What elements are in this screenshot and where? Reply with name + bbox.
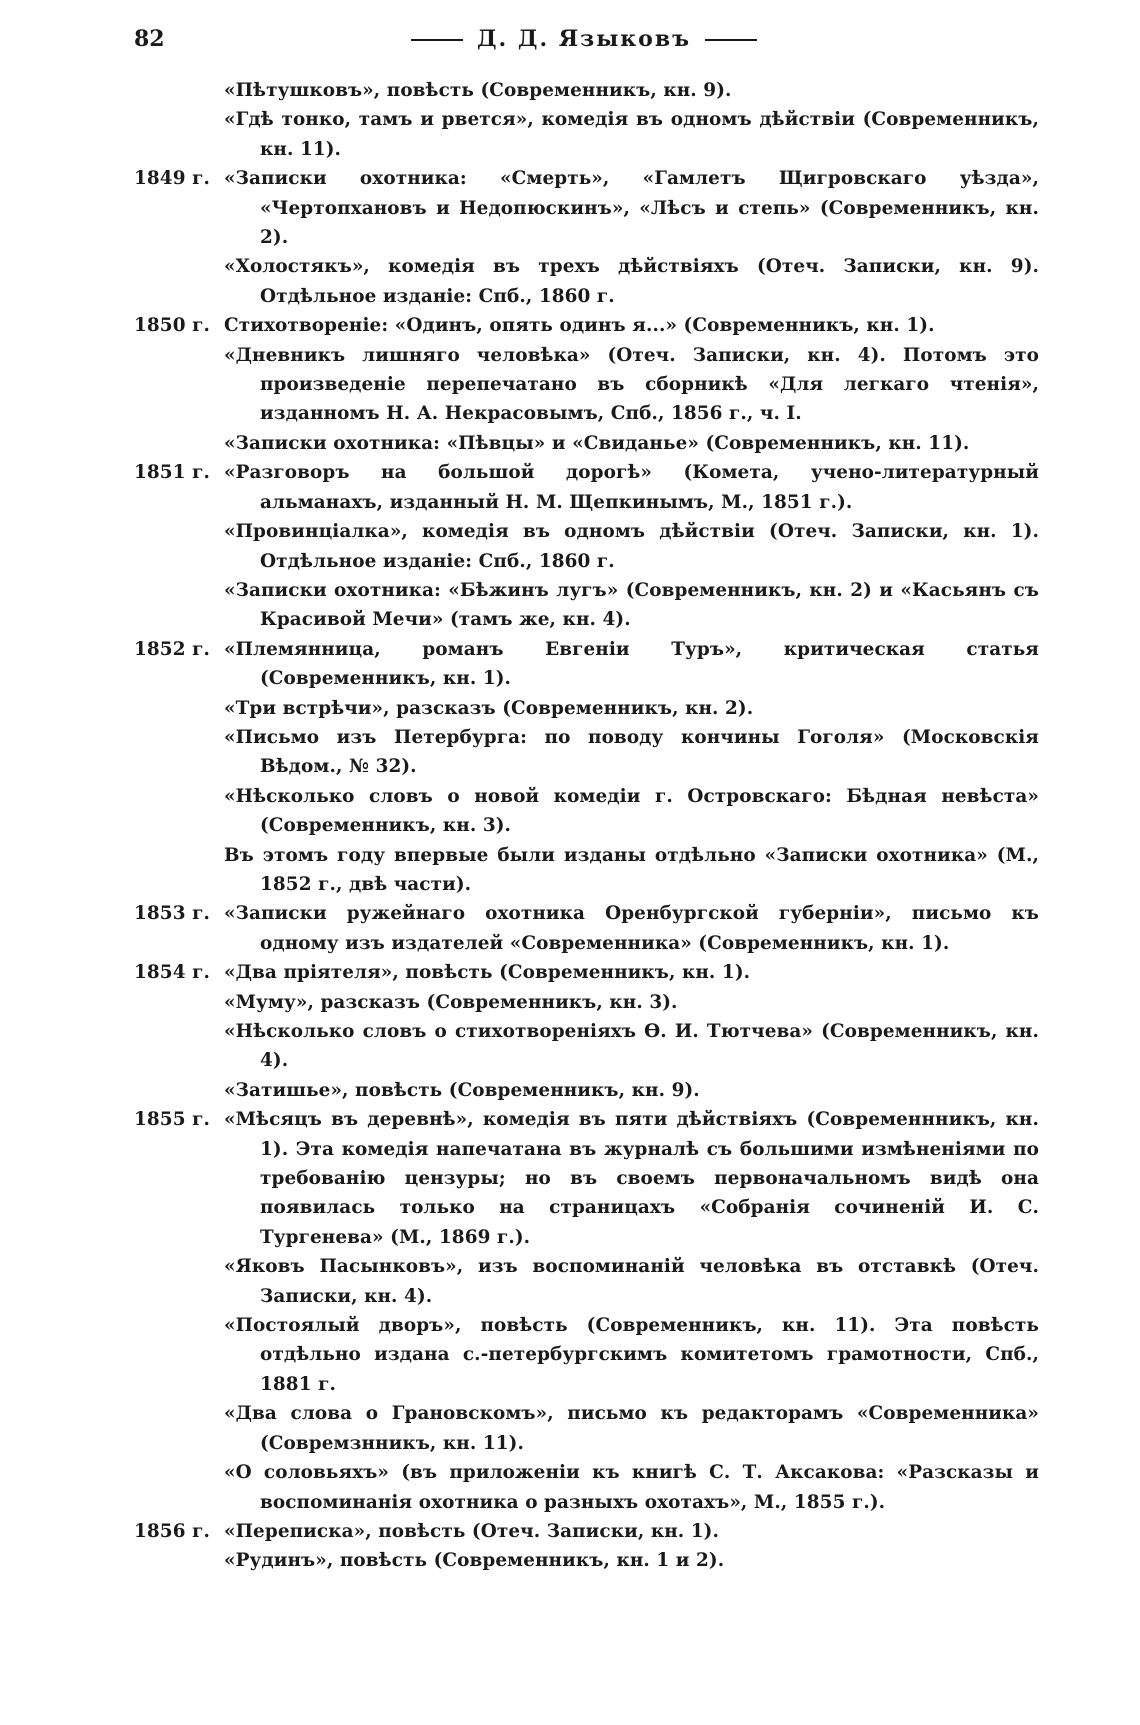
entry-year: 1853 г. (134, 903, 210, 925)
running-title-text: Д. Д. Языковъ (477, 26, 691, 52)
bibliography-entry (134, 1399, 1039, 1458)
entry-year: 1855 г. (134, 1109, 210, 1131)
bibliography-entry (134, 958, 1039, 987)
bibliography-entry (134, 252, 1039, 311)
bibliography-entry (134, 311, 1039, 340)
entry-year: 1852 г. (134, 638, 210, 660)
bibliography-list (134, 76, 1039, 1576)
bibliography-entry (134, 694, 1039, 723)
bibliography-entry (134, 164, 1039, 252)
entry-text: «Провинціалка», комедія въ одномъ дѣйствіи (Отеч. Записки, кн. 1). Отдѣльное изданіе: Спб., 1860 г. (224, 521, 1039, 572)
entry-text: «Племянница, романъ Евгеніи Туръ», критическая статья (Современникъ, кн. 1). (224, 638, 1039, 690)
bibliography-entry (134, 1517, 1039, 1546)
bibliography-entry (134, 341, 1039, 429)
bibliography-entry (134, 1311, 1039, 1399)
entry-text: «Разговоръ на большой дорогѣ» (Комета, учено-литературный альманахъ, изданный Н. М. Щепкинымъ, М., 1851 г.). (224, 462, 1039, 513)
bibliography-entry (134, 576, 1039, 635)
page-number: 82 (134, 26, 165, 52)
bibliography-entry (134, 723, 1039, 782)
entry-text: «Рудинъ», повѣсть (Современникъ, кн. 1 и 2). (224, 1550, 725, 1572)
entry-text: «Затишье», повѣсть (Современникъ, кн. 9). (224, 1079, 700, 1101)
bibliography-entry (134, 105, 1039, 164)
entry-text: «Пѣтушковъ», повѣсть (Современникъ, кн. 9). (224, 80, 732, 101)
entry-text: «Яковъ Пасынковъ», изъ воспоминаній человѣка въ отставкѣ (Отеч. Записки, кн. 4). (224, 1256, 1039, 1307)
entry-text: «Нѣсколько словъ о новой комедіи г. Островскаго: Бѣдная невѣста» (Современникъ, кн. 3). (224, 785, 1039, 837)
entry-text: «Муму», разсказъ (Современникъ, кн. 3). (224, 991, 678, 1013)
entry-text: «Постоялый дворъ», повѣсть (Современникъ, кн. 11). Эта повѣсть отдѣльно издана с.-петербургскимъ комитетомъ грамотности, Спб., 1881 г. (224, 1315, 1039, 1395)
bibliography-entry (134, 429, 1039, 458)
entry-year: 1850 г. (134, 315, 210, 337)
entry-text: «Записки охотника: «Пѣвцы» и «Свиданье» (Современникъ, кн. 11). (224, 432, 970, 454)
entry-text: «Холостякъ», комедія въ трехъ дѣйствіяхъ (Отеч. Записки, кн. 9). Отдѣльное изданіе: Спб., 1860 г. (224, 256, 1039, 307)
bibliography-entry (134, 1458, 1039, 1517)
bibliography-entry (134, 899, 1039, 958)
entry-text: Въ этомъ году впервые были изданы отдѣльно «Записки охотника» (М., 1852 г., двѣ части). (224, 844, 1039, 895)
running-title (134, 26, 1034, 52)
bibliography-entry (134, 1546, 1039, 1575)
bibliography-entry (134, 635, 1039, 694)
entry-text: «Гдѣ тонко, тамъ и рвется», комедія въ одномъ дѣйствіи (Современникъ, кн. 11). (224, 109, 1039, 160)
entry-text: Стихотвореніе: «Одинъ, опять одинъ я...» (Современникъ, кн. 1). (224, 315, 935, 337)
bibliography-entry (134, 1105, 1039, 1252)
entry-text: «Записки охотника: «Бѣжинъ лугъ» (Современникъ, кн. 2) и «Касьянъ съ Красивой Мечи» (тамъ же, кн. 4). (224, 579, 1039, 631)
title-rule-right (705, 39, 757, 41)
bibliography-entry (134, 988, 1039, 1017)
entry-year: 1851 г. (134, 462, 210, 484)
bibliography-entry (134, 517, 1039, 576)
entry-text: «Два пріятеля», повѣсть (Современникъ, кн. 1). (224, 962, 751, 984)
entry-year: 1856 г. (134, 1520, 210, 1542)
entry-text: «Переписка», повѣсть (Отеч. Записки, кн. 1). (224, 1520, 719, 1542)
title-rule-left (411, 39, 463, 41)
bibliography-entry (134, 1017, 1039, 1076)
entry-text: «Мѣсяцъ въ деревнѣ», комедія въ пяти дѣйствіяхъ (Современнникъ, кн. 1). Эта комедія напечатана въ журналѣ съ большими измѣненіями по требованію цензуры; но въ своемъ первоначальномъ видѣ она появилась только на страницахъ «Собранія сочиненій И. С. Тургенева» (М., 1869 г.). (224, 1109, 1039, 1248)
page-header (134, 26, 1034, 62)
bibliography-entry (134, 76, 1039, 105)
entry-text: «Записки ружейнаго охотника Оренбургской губерніи», письмо къ одному изъ издателей «Современника» (Современникъ, кн. 1). (224, 903, 1039, 954)
entry-year: 1849 г. (134, 168, 210, 190)
entry-text: «Дневникъ лишняго человѣка» (Отеч. Записки, кн. 4). Потомъ это произведеніе перепечатано въ сборникѣ «Для легкаго чтенія», изданномъ Н. А. Некрасовымъ, Спб., 1856 г., ч. I. (224, 344, 1039, 425)
bibliography-entry (134, 1252, 1039, 1311)
entry-text: «Письмо изъ Петербурга: по поводу кончины Гоголя» (Московскія Вѣдом., № 32). (224, 726, 1039, 778)
bibliography-entry (134, 841, 1039, 900)
entry-text: «Записки охотника: «Смерть», «Гамлетъ Щигровскаго уѣзда», «Чертопхановъ и Недопюскинъ», «Лѣсъ и степь» (Современникъ, кн. 2). (224, 168, 1039, 249)
bibliography-entry (134, 458, 1039, 517)
bibliography-entry (134, 1076, 1039, 1105)
entry-text: «Нѣсколько словъ о стихотвореніяхъ Ѳ. И. Тютчева» (Современникъ, кн. 4). (224, 1021, 1039, 1072)
entry-text: «Два слова о Грановскомъ», письмо къ редакторамъ «Современника» (Совремзнникъ, кн. 11). (224, 1403, 1039, 1454)
entry-text: «О соловьяхъ» (въ приложеніи къ книгѣ С. Т. Аксакова: «Разсказы и воспоминанія охотника о разныхъ охотахъ», М., 1855 г.). (224, 1462, 1039, 1513)
entry-year: 1854 г. (134, 962, 210, 984)
entry-text: «Три встрѣчи», разсказъ (Современникъ, кн. 2). (224, 697, 754, 719)
bibliography-entry (134, 782, 1039, 841)
